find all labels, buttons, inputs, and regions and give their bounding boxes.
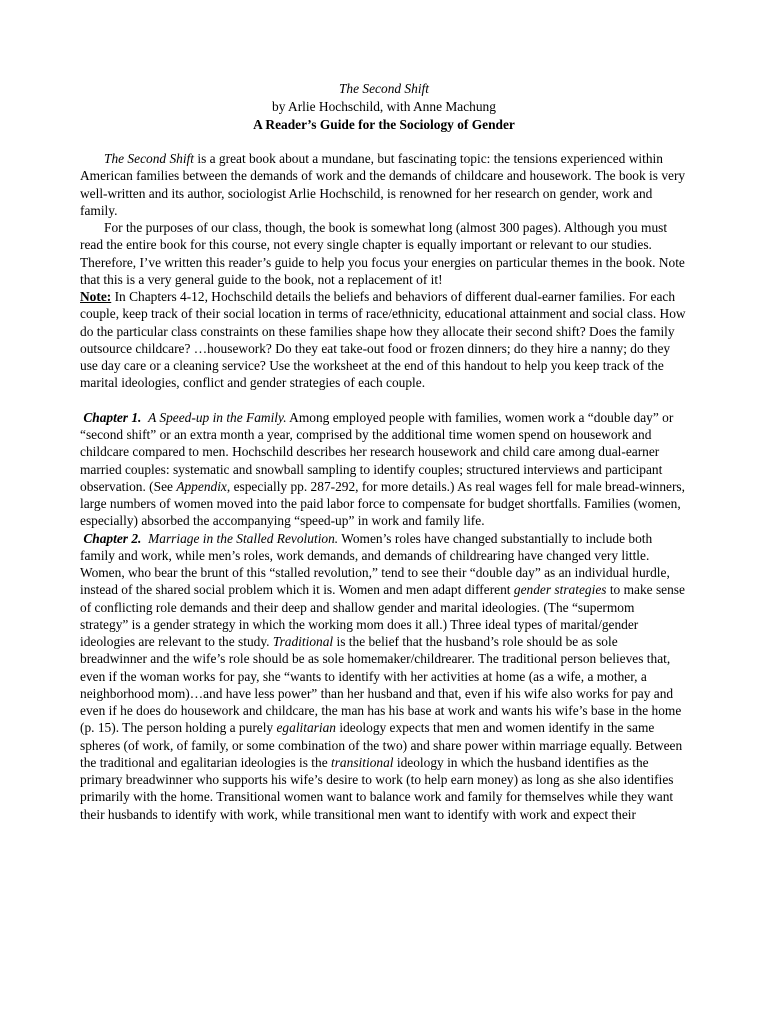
document-body [80, 150, 686, 823]
book-title-inline: The Second Shift [104, 151, 195, 166]
byline: by Arlie Hochschild, with Anne Machung [272, 99, 496, 114]
chapter-2-text-b: to make sense of conflicting role demands and their deep and shallow gender and marital ideologies. (The “supermom strategy” is a gender strategy in which the working mom does it all.) Three ideal types of marital/gender ideologies are relevant to the study. [80, 582, 685, 649]
chapter-1-text-a: Among employed people with families, women work a “double day” or “second shift” or an extra month a year, comprised by the additional time women spend on housework and childcare compared to men. Hochschild describes her research housework and child care among dual-earner married couples: systematic and snowball sampling to identify couples; structured interviews and participant observation. (See [80, 409, 674, 494]
note-label: Note: [80, 289, 112, 304]
egalitarian-term: egalitarian [276, 720, 336, 736]
chapter-2-text-a: Women’s roles have changed substantially to include both family and work, while men’s roles, work demands, and demands of childrearing have changed very little. Women, who bear the brunt of this “stalled revolution,” tend to see their “double day” as an individual hurdle, instead of the shared social problem which it is. Women and men adapt different [80, 530, 670, 598]
chapter-1-paragraph [80, 409, 686, 530]
chapter-1-title: A Speed-up in the Family. [148, 409, 287, 425]
gender-strategies-term: gender strategies [513, 582, 607, 598]
note-text: In Chapters 4-12, Hochschild details the beliefs and behaviors of different dual-earner families. For each couple, keep track of their social location in terms of race/ethnicity, educational attainment and social class. How do the particular class constraints on these families shape how they allocate their second shift? Does the family outsource childcare? …housework? Do they eat take-out food or frozen dinners; do they hire a nanny; do they use day care or a cleaning service? Use the worksheet at the end of this handout to help you keep track of the marital ideologies, conflict and gender strategies of each couple. [80, 289, 686, 391]
transitional-term: transitional [331, 754, 394, 770]
chapter-2-text-c: is the belief that the husband’s role should be as sole breadwinner and the wife’s role should be as sole homemaker/childrearer. The traditional person believes that, even if the woman works for pay, she “wants to identify with her activities at home (as a wife, a mother, a neighborhood mom)…and have less power” than her husband and that, even if his wife also works for pay and even if he does do housework and childcare, the man has his base at work and wants his wife’s base in the home (p. 15). The person holding a purely [80, 634, 682, 736]
chapter-2-paragraph [80, 530, 686, 823]
document-header [0, 80, 768, 134]
intro-paragraph-1 [80, 150, 686, 219]
chapter-2-label: Chapter 2. [83, 530, 142, 546]
intro-paragraph-2: For the purposes of our class, though, the book is somewhat long (almost 300 pages). Although you must read the entire book for this course, not every single chapter is equally important or relevant to our studies. Therefore, I’ve written this reader’s guide to help you focus your energies on particular themes in the book. Note that this is a very general guide to the book, not a replacement of it! [80, 220, 685, 287]
book-title: The Second Shift [338, 81, 429, 96]
intro-paragraph-1-text: is a great book about a mundane, but fascinating topic: the tensions experienced within American families between the demands of work and the demands of childcare and housework. The book is very well-written and its author, sociologist Arlie Hochschild, is renowned for her research on gender, work and family. [80, 151, 686, 218]
section-spacer [80, 392, 686, 409]
guide-subtitle: A Reader’s Guide for the Sociology of Gender [253, 117, 515, 132]
chapter-1-label: Chapter 1. [83, 409, 142, 425]
chapter-2-title: Marriage in the Stalled Revolution. [148, 530, 339, 546]
chapter-1-text-b: , especially pp. 287-292, for more details.) As real wages fell for male bread-winners, large numbers of women moved into the paid labor force to compensate for budget shortfalls. Families (women, especially) absorbed the accompanying “speed-up” in work and family life. [80, 478, 685, 529]
chapter-2-text-d: ideology expects that men and women identify in the same spheres (of work, of family, or some combination of the two) and share power within marriage equally. Between the traditional and egalitarian ideologies is the [80, 720, 683, 770]
chapter-2-text-e: ideology in which the husband identifies as the primary breadwinner who supports his wife’s desire to work (to help earn money) as long as she also identifies primarily with the home. Transitional women want to balance work and family for themselves while they want their husbands to identify with work, while transitional men want to identify with work and expect their [80, 754, 674, 822]
note-paragraph [80, 288, 686, 392]
traditional-term: Traditional [272, 634, 334, 649]
appendix-reference: Appendix [176, 478, 227, 494]
